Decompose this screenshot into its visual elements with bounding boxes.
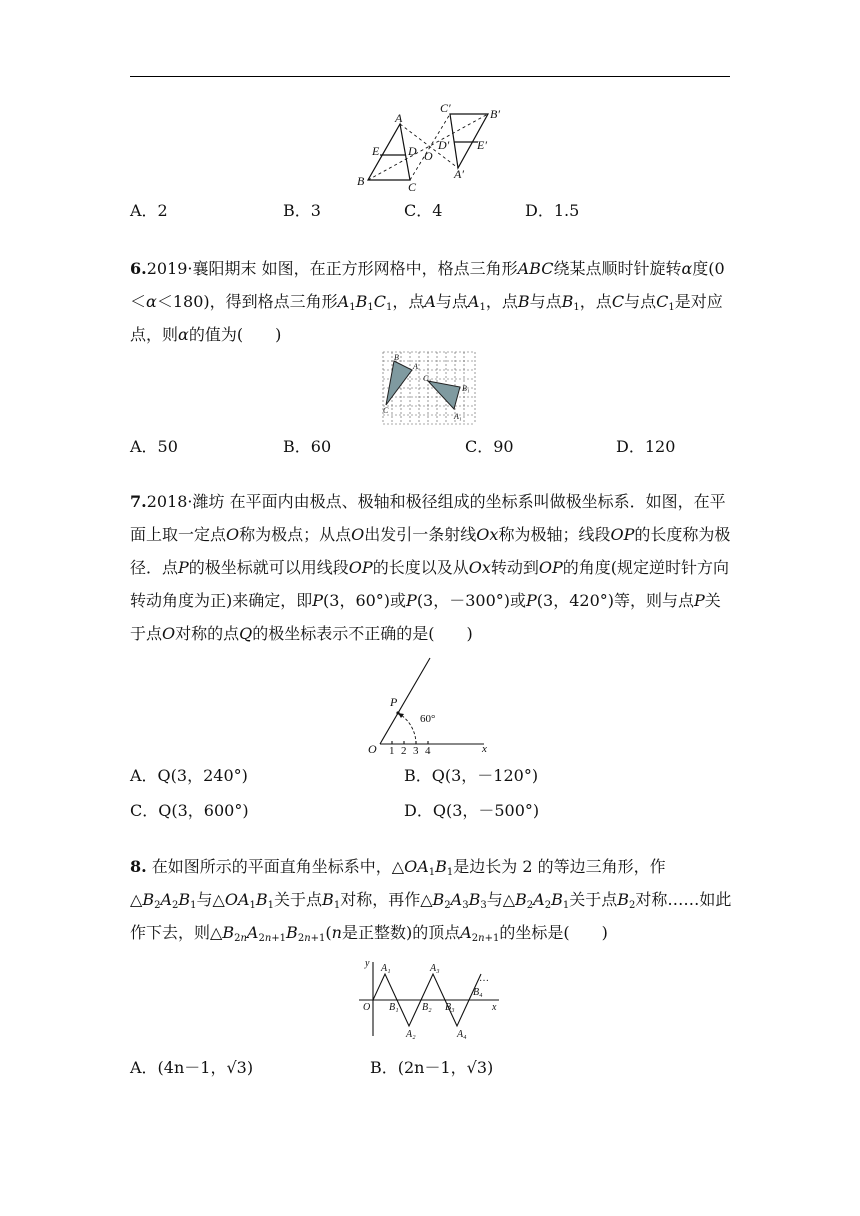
q5-option-d: D．1.5 bbox=[525, 201, 580, 220]
q6-grid-figure bbox=[382, 351, 476, 427]
q5-label: D bbox=[408, 144, 417, 158]
q6-triangle-abc bbox=[386, 361, 412, 405]
q8-label: B₃ bbox=[445, 1002, 455, 1013]
q8-label: A₄ bbox=[457, 1029, 467, 1040]
q7-label: 3 bbox=[413, 745, 419, 756]
q6-label: B bbox=[394, 353, 399, 362]
q8-stem: 8. 在如图所示的平面直角坐标系中，$\triangle OA_1B_1$是边长为 2 的等边三角形，作$\triangle B_2A_2B_1$与$\triangle OA_1B_1$关于点$B_1$对称，再作$\triangle B_2A_3B_3$与$\triangle B_2A_2B_1$关于点$B_2$对称……如此作下去，则$\triangle B_{2n}A_{2n+1}B_{2n+1}(n$是正整数)的顶点$A_{2n+1}$的坐标是( ) bbox=[130, 857, 732, 944]
q6-option-d: D．120 bbox=[616, 437, 676, 456]
q8-number: 8. bbox=[130, 857, 147, 876]
q7-label: x bbox=[482, 743, 487, 755]
q8-label: y bbox=[365, 958, 370, 969]
q5-label: C′ bbox=[440, 101, 451, 115]
q7-label: O bbox=[368, 742, 377, 756]
q7-option-d bbox=[404, 801, 539, 821]
q5-figure bbox=[350, 100, 510, 192]
q7-option-c-text: C．Q(3，600°) bbox=[130, 801, 249, 820]
q7-option-b-text: B．Q(3，－120°) bbox=[404, 766, 539, 785]
q7-polar-figure bbox=[362, 652, 494, 756]
q6-source: 2019·襄阳期末 bbox=[146, 259, 257, 278]
q8-label: B₄ bbox=[473, 987, 483, 998]
q8-label: A₁ bbox=[381, 963, 391, 974]
q7-number: 7. bbox=[130, 492, 147, 511]
q5-label: O bbox=[424, 149, 433, 163]
q8-option-b bbox=[370, 1058, 493, 1078]
q7-option-b bbox=[404, 766, 538, 786]
q5-label: A′ bbox=[454, 167, 464, 181]
q8-label: B₁ bbox=[389, 1002, 399, 1013]
q5-option-a: A．2 bbox=[130, 201, 168, 220]
q8-label: … bbox=[479, 973, 489, 984]
q6-stem: 6.2019·襄阳期末 如图，在正方形网格中，格点三角形ABC绕某点顺时针旋转α度(0＜α＜180)，得到格点三角形$A_1B_1C_1$，点A与点$A_1$，点B与点$B_1$，点C与点$C_1$是对应点，则α的值为( ) bbox=[130, 259, 725, 344]
q8-label: A₂ bbox=[406, 1029, 416, 1040]
q8-label: x bbox=[492, 1002, 497, 1013]
q6-option-b: B．60 bbox=[283, 437, 332, 456]
q6-option-a: A．50 bbox=[130, 437, 178, 456]
q5-label: A bbox=[395, 111, 403, 125]
q5-option-b: B．3 bbox=[283, 201, 321, 220]
header-rule bbox=[130, 76, 730, 77]
q5-label: E bbox=[372, 144, 380, 158]
q7-option-d-text: D．Q(3，－500°) bbox=[404, 801, 540, 820]
q8-label: B₂ bbox=[422, 1002, 432, 1013]
q7-option-c bbox=[130, 801, 249, 821]
q7-option-a-text: A．Q(3，240°) bbox=[130, 766, 248, 785]
q5-label: B′ bbox=[490, 107, 500, 121]
q8-option-a bbox=[130, 1058, 253, 1078]
q6-label: B₁ bbox=[462, 384, 470, 393]
q7-source: 2018·潍坊 bbox=[146, 492, 225, 511]
q6-number: 6. bbox=[130, 259, 147, 278]
q5-label: D′ bbox=[438, 138, 450, 152]
q6-label: C₁ bbox=[423, 374, 432, 383]
q5-label: B bbox=[357, 174, 365, 188]
q5-option-c: C．4 bbox=[404, 201, 443, 220]
q6-label: A₁ bbox=[454, 412, 462, 421]
q8-zigzag-figure bbox=[355, 958, 505, 1040]
q8-option-b-text: B．(2n－1，√3) bbox=[370, 1058, 494, 1077]
q8-label: O bbox=[363, 1002, 371, 1013]
q6-label: A bbox=[413, 362, 418, 371]
q8-option-a-text: A．(4n－1，√3) bbox=[130, 1058, 254, 1077]
q7-label: 60° bbox=[420, 713, 436, 725]
q7-stem: 7.2018·潍坊 在平面内由极点、极轴和极径组成的坐标系叫做极坐标系．如图，在平面上取一定点O称为极点；从点O出发引一条射线Ox称为极轴；线段OP的长度称为极径．点P的极坐标就可以用线段OP的长度以及从Ox转动到OP的角度(规定逆时针方向转动角度为正)来确定，即P(3，60°)或P(3，－300°)或P(3，420°)等，则与点P关于点O对称的点Q的极坐标表示不正确的是( ) bbox=[130, 492, 731, 643]
q7-label: P bbox=[390, 695, 398, 709]
q6-option-c: C．90 bbox=[465, 437, 514, 456]
q5-label: E′ bbox=[477, 138, 487, 152]
q6-label: C bbox=[383, 406, 389, 415]
q7-label: 1 bbox=[389, 745, 395, 756]
q5-label: C bbox=[408, 180, 417, 192]
q7-label: 4 bbox=[425, 745, 431, 756]
q7-option-a bbox=[130, 766, 248, 786]
q7-label: 2 bbox=[401, 745, 407, 756]
q8-label: A₃ bbox=[430, 963, 440, 974]
